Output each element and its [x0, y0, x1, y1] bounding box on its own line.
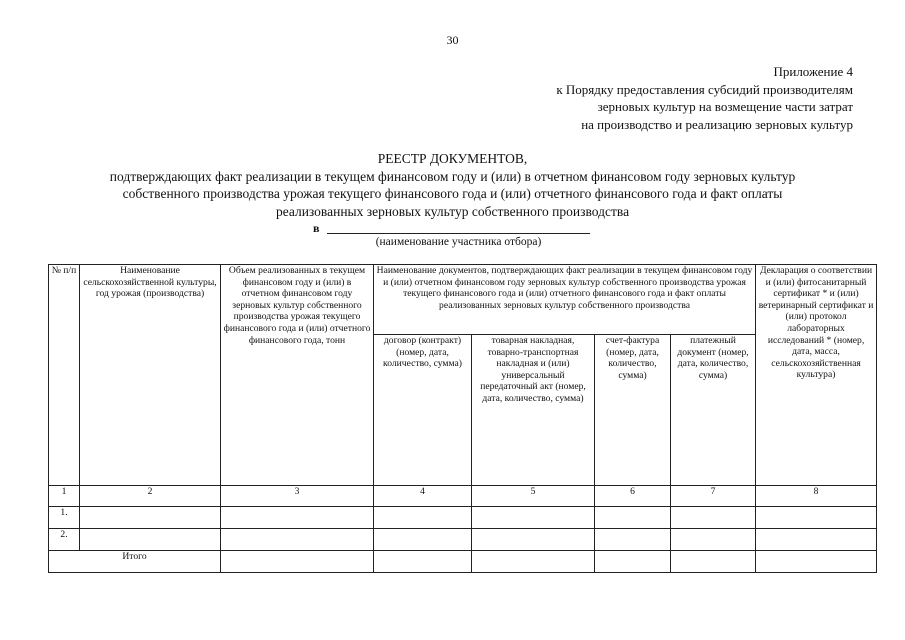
- row-index: 1.: [49, 507, 80, 529]
- total-row: [49, 551, 877, 573]
- table-cell: [756, 551, 877, 573]
- column-number: 8: [756, 486, 877, 507]
- header-documents-group: Наименование документов, подтверждающих факт реализации в текущем финансовом году и (или) отчетном финансовом году зерновых культур собственного производства урожая текущего финансового года и (или) отчетного финансового года и факт оплаты реализованных зерновых культур собственного производства: [374, 265, 756, 335]
- appendix-line: на производство и реализацию зерновых культур: [581, 116, 853, 132]
- header-col-payment: платежный документ (номер, дата, количество, сумма): [671, 335, 756, 486]
- table-cell: [756, 529, 877, 551]
- table-cell: [80, 529, 221, 551]
- table-cell: [472, 529, 595, 551]
- table-cell: [221, 507, 374, 529]
- appendix-line: зерновых культур на возмещение части затрат: [597, 99, 853, 114]
- document-title: [0, 150, 905, 220]
- appendix-line: Приложение 4: [773, 64, 853, 79]
- column-number: 2: [80, 486, 221, 507]
- table-row: [49, 507, 877, 529]
- table-cell: [595, 507, 671, 529]
- column-number: 1: [49, 486, 80, 507]
- column-number: 6: [595, 486, 671, 507]
- table-cell: [221, 551, 374, 573]
- appendix-header: [556, 63, 853, 133]
- participant-blank-line: [327, 233, 590, 234]
- participant-prefix: в: [313, 221, 320, 235]
- header-col-contract: договор (контракт) (номер, дата, количество, сумма): [374, 335, 472, 486]
- table-cell: [756, 507, 877, 529]
- table-cell: [671, 529, 756, 551]
- column-number: 3: [221, 486, 374, 507]
- row-index: 2.: [49, 529, 80, 551]
- column-number-row: [49, 486, 877, 507]
- header-col-waybill: товарная накладная, товарно-транспортная накладная и (или) универсальный передаточный акт (номер, дата, количество, сумма): [472, 335, 595, 486]
- header-col-volume: Объем реализованных в текущем финансовом году и (или) в отчетном финансовом году зерновых культур собственного производства урожая текущего финансового года и (или) отчетного финансового года, тонн: [221, 265, 374, 486]
- title-heading: РЕЕСТР ДОКУМЕНТОВ,: [377, 151, 528, 166]
- table-cell: [671, 551, 756, 573]
- registry-table: [48, 264, 877, 573]
- header-col-number: № п/п: [49, 265, 80, 486]
- header-col-invoice: счет-фактура (номер, дата, количество, сумма): [595, 335, 671, 486]
- title-line: собственного производства урожая текущего финансового года и (или) отчетного финансового года и факт оплаты: [122, 186, 783, 201]
- header-col-declaration: Декларация о соответствии и (или) фитосанитарный сертификат * и (или) ветеринарный сертификат и (или) протокол лабораторных исследований * (номер, дата, масса, сельскохозяйственная культура): [756, 265, 877, 486]
- column-number: 7: [671, 486, 756, 507]
- table-cell: [221, 529, 374, 551]
- table-cell: [472, 507, 595, 529]
- table-cell: [374, 551, 472, 573]
- table-cell: [374, 529, 472, 551]
- table-cell: [671, 507, 756, 529]
- header-col-crop: Наименование сельскохозяйственной культуры, год урожая (производства): [80, 265, 221, 486]
- table-cell: [374, 507, 472, 529]
- total-label: Итого: [49, 551, 221, 573]
- table-cell: [80, 507, 221, 529]
- column-number: 4: [374, 486, 472, 507]
- table-row: [49, 529, 877, 551]
- page-number: 30: [446, 33, 459, 47]
- column-number: 5: [472, 486, 595, 507]
- participant-caption: (наименование участника отбора): [375, 236, 542, 248]
- table-cell: [595, 551, 671, 573]
- appendix-line: к Порядку предоставления субсидий производителям: [556, 81, 853, 97]
- title-line: реализованных зерновых культур собственного производства: [275, 203, 630, 219]
- title-line: подтверждающих факт реализации в текущем финансовом году и (или) в отчетном финансовом году зерновых культур: [109, 168, 796, 184]
- table-cell: [472, 551, 595, 573]
- table-cell: [595, 529, 671, 551]
